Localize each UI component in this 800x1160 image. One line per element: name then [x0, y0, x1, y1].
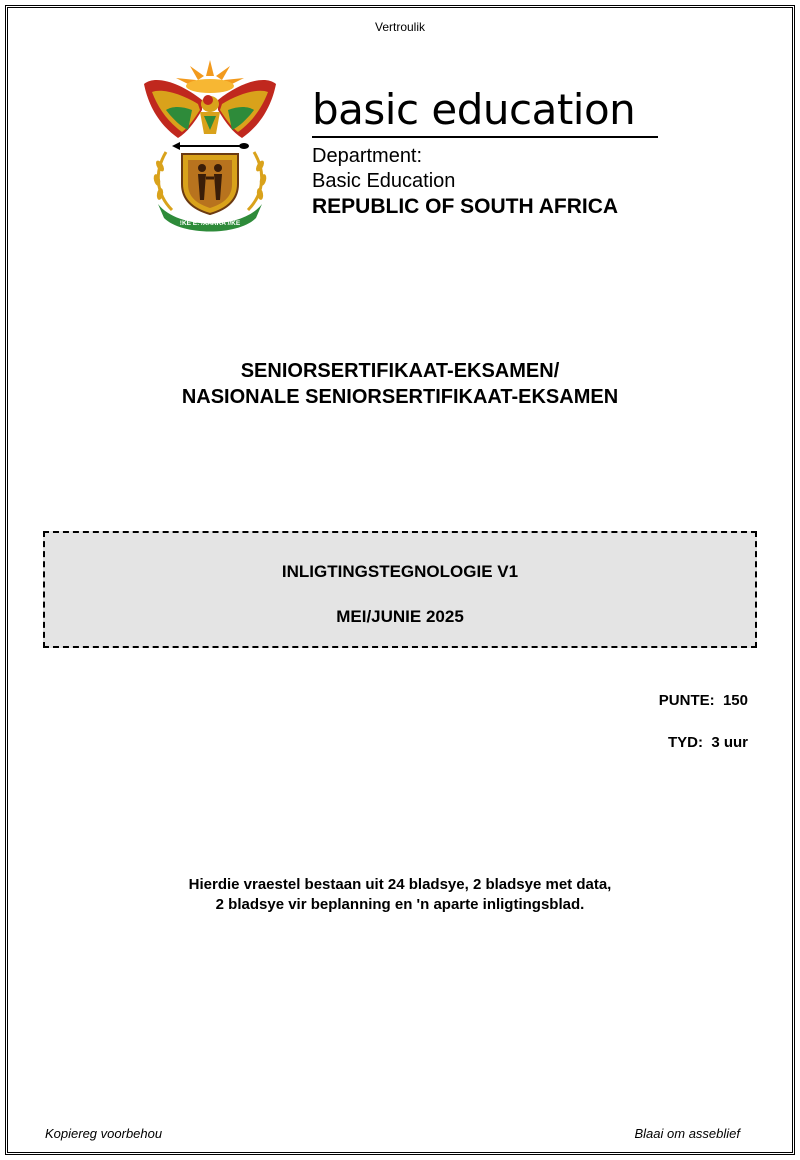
- exam-duration: TYD: 3 uur: [667, 734, 748, 751]
- exam-title-line1: SENIORSERTIFIKAAT-EKSAMEN/: [240, 360, 560, 382]
- brand-block: [312, 86, 658, 219]
- exam-title-line2: NASIONALE SENIORSERTIFIKAAT-EKSAMEN: [181, 386, 619, 408]
- page-count-line1: Hierdie vraestel bestaan uit 24 bladsye, 2 bladsye met data,: [188, 876, 612, 893]
- brand-divider: [312, 136, 658, 138]
- page-count-line2: 2 bladsye vir beplanning en 'n aparte inligtingsblad.: [215, 896, 585, 913]
- motto-text: !KE E: /XARRA //KE: [179, 220, 241, 227]
- department-line2: Basic Education: [312, 170, 456, 192]
- brand-title: basic education: [312, 85, 636, 134]
- department-line1: Department:: [312, 145, 423, 167]
- subject-name: INLIGTINGSTEGNOLOGIE V1: [281, 562, 519, 581]
- sun-rays: [176, 60, 244, 93]
- shield: [182, 154, 238, 214]
- exam-title: [0, 358, 800, 410]
- turn-over-notice: Blaai om asseblief: [634, 1126, 740, 1141]
- bird-body: [200, 95, 220, 134]
- exam-session: MEI/JUNIE 2025: [336, 607, 464, 626]
- copyright-notice: Kopiereg voorbehou: [45, 1126, 163, 1141]
- country-name: REPUBLIC OF SOUTH AFRICA: [312, 195, 619, 218]
- confidential-label: Vertroulik: [374, 20, 426, 34]
- subject-box: [43, 531, 757, 648]
- total-marks: PUNTE: 150: [658, 692, 748, 709]
- page-count-note: [0, 875, 800, 915]
- south-africa-coat-of-arms-icon: [138, 54, 282, 232]
